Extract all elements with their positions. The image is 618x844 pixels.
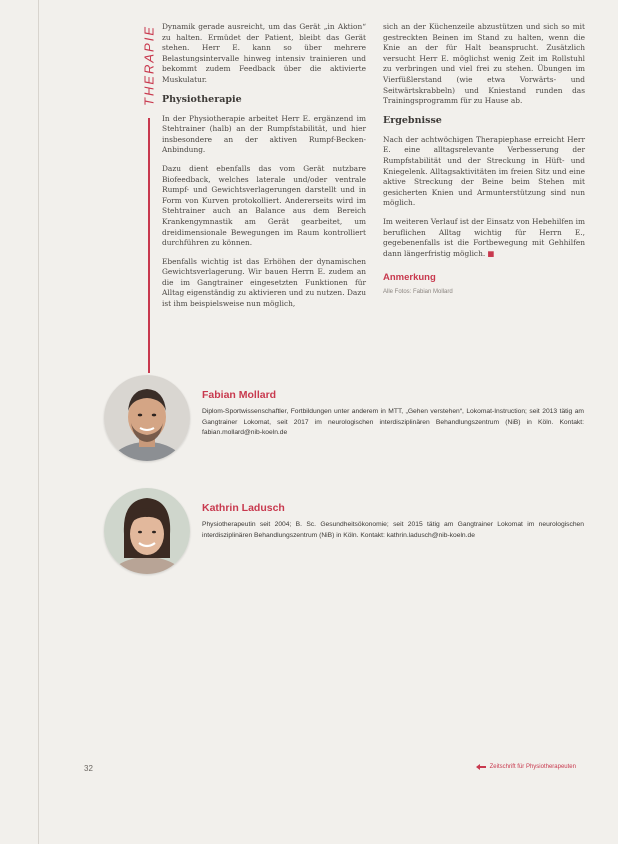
author-photo-2 bbox=[104, 488, 190, 574]
left-paragraph-4: Ebenfalls wichtig ist das Erhöhen der dynamischen Gewichtsverlagerung. Wir bauen Herrn E. zudem an die im Gangtrainer eingesetzten Funktionen für Alltag eigenständig zu aktivieren und zu nutzen. Dazu ist ihm beispielsweise nun möglich, bbox=[162, 256, 366, 309]
author-photo-1 bbox=[104, 375, 190, 461]
left-column bbox=[162, 22, 366, 318]
left-paragraph-1: Dynamik gerade ausreicht, um das Gerät „in Aktion“ zu halten. Ermüdet der Patient, bleibt das Gerät stehen. Herr E. kann so über mehrere Belastungsintervalle hinweg intensiv trainieren und bekommt zudem Feedback über die aktivierte Muskulatur. bbox=[162, 22, 366, 84]
author-bio-2: Physiotherapeutin seit 2004; B. Sc. Gesundheitsökonomie; seit 2015 tätig am Gangtrainer Lokomat im neurologischen interdisziplinären Behandlungszentrum (NiB) in Köln. Kontakt: kathrin.ladusch@nib-koeln.de bbox=[202, 521, 584, 539]
note-text: Alle Fotos: Fabian Mollard bbox=[383, 288, 453, 295]
author-name-2: Kathrin Ladusch bbox=[202, 502, 285, 514]
logo-mark-icon bbox=[476, 764, 486, 770]
author-card-2 bbox=[104, 488, 594, 580]
author-name-1: Fabian Mollard bbox=[202, 389, 277, 401]
page-edge bbox=[38, 0, 39, 844]
section-label: THERAPIE bbox=[141, 24, 157, 106]
footer-text: Zeitschrift für Physiotherapeuten bbox=[489, 764, 576, 770]
right-paragraph-2: Nach der achtwöchigen Therapiephase erreicht Herr E. eine alltagsrelevante Verbesserung der Rumpfstabilität und der Streckung in Hüft- und Kniegelenk. Alltagsaktivitäten im freien Sitz und eine aktive Streckung der Beine beim Stehen mit gesicherten Knien und Armunterstützung sind nun möglich. bbox=[383, 134, 585, 208]
author-bio-1: Diplom-Sportwissenschaftler, Fortbildungen unter anderem in MTT, „Gehen verstehen“, Lokomat-Instruction; seit 2013 tätig am Gangtrainer Lokomat, seit 2017 im neurologischen interdisziplinären Behandlungszentrum (NiB) in Köln. Kontakt: fabian.mollard@nib-koeln.de bbox=[202, 408, 584, 436]
heading-physiotherapie: Physiotherapie bbox=[162, 93, 242, 105]
right-paragraph-3 bbox=[383, 217, 585, 259]
footer bbox=[476, 764, 576, 770]
page-number: 32 bbox=[84, 764, 93, 773]
right-column bbox=[383, 22, 585, 297]
heading-ergebnisse: Ergebnisse bbox=[383, 114, 442, 126]
section-rule bbox=[148, 118, 150, 373]
right-paragraph-3-text: Im weiteren Verlauf ist der Einsatz von Hebehilfen im beruflichen Alltag wichtig für Herrn E., gegebenenfalls ist die Fortbewegung mit Gehhilfen dann längerfristig möglich. bbox=[383, 216, 586, 258]
left-paragraph-3: Dazu dient ebenfalls das vom Gerät nutzbare Biofeedback, welches laterale und/oder ventrale Rumpf- und Gewichtsverlagerungen darstellt und in Form von Kurven protokolliert. Andererseits wird im Stehtrainer auch an Balance aus dem Bereich Krankengymnastik am Gerät gearbeitet, um dreidimensionale Bewegungen im Raum kontrolliert durchführen zu können. bbox=[162, 163, 366, 248]
right-paragraph-1: sich an der Küchenzeile abzustützen und sich so mit gestreckten Beinen im Stand zu halten, wenn die Knie an der für Halt beansprucht. Zusätzlich versucht Herr E. möglichst wenig Zeit im Rollstuhl zu verbringen und viel frei zu stehen. Übungen im Vierfüßlerstand (wie etwa Vorwärts- und Seitwärtskrabbeln) und Kniestand runden das Trainingsprogramm für zu Hause ab. bbox=[383, 22, 585, 106]
note-heading: Anmerkung bbox=[383, 272, 436, 284]
end-mark-icon: ■ bbox=[487, 248, 495, 258]
left-paragraph-2: In der Physiotherapie arbeitet Herr E. ergänzend im Stehtrainer (halb) an der Rumpfstabilität, und hier insbesondere an der aktiven Rumpf-Becken-Anbindung. bbox=[162, 113, 366, 155]
author-card-1 bbox=[104, 375, 594, 467]
